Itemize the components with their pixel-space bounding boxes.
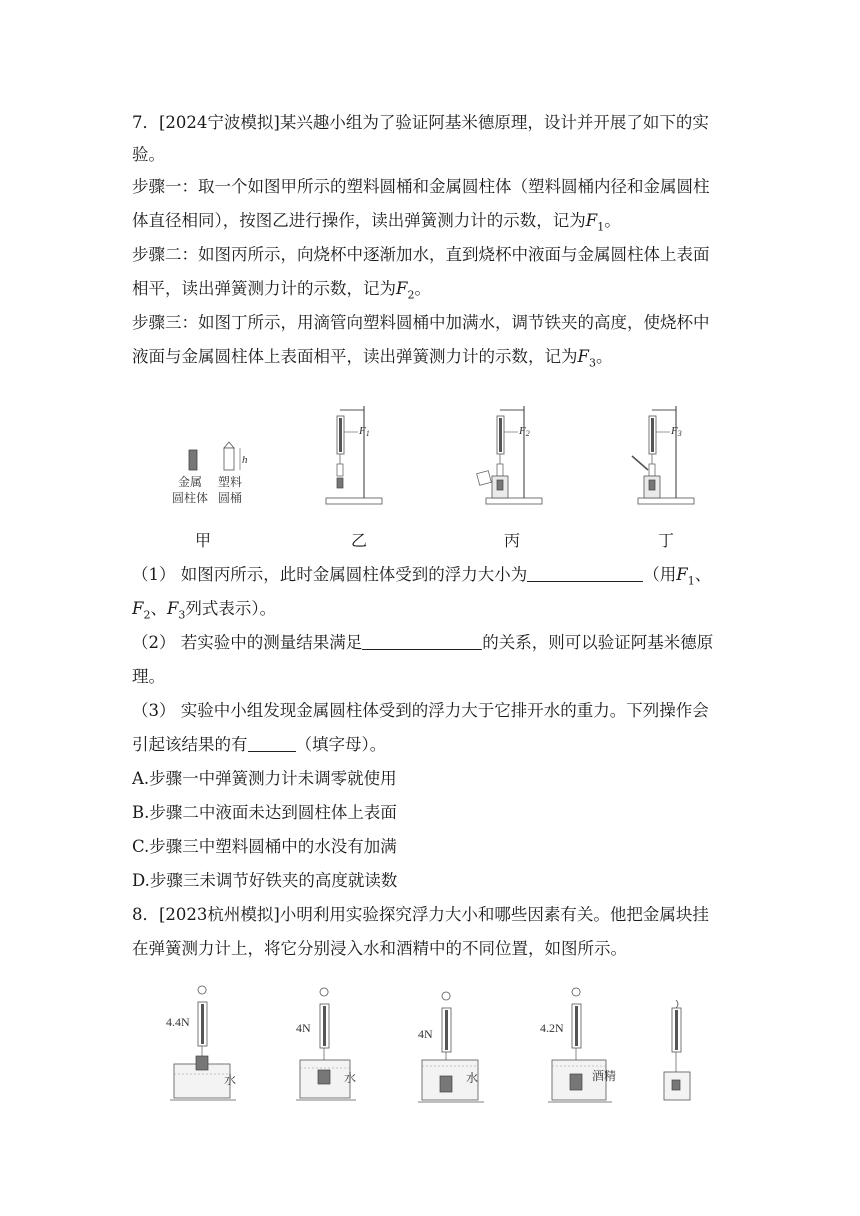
svg-text:F1: F1 — [359, 425, 370, 438]
plastic-label-2: 圆桶 — [218, 491, 243, 505]
q8-intro-line1: 8．[2023杭州模拟]小明利用实验探究浮力大小和哪些因素有关。他把金属块挂 — [132, 905, 709, 924]
q7-subq3-line1: （3） 实验中小组发现金属圆柱体受到的浮力大于它排开水的重力。下列操作会 — [132, 701, 709, 720]
q8-intro-line2: 在弹簧测力计上，将它分别浸入水和酒精中的不同位置，如图所示。 — [132, 939, 627, 958]
metal-block-icon — [440, 1076, 452, 1092]
figure-label-jia: 甲 — [195, 531, 212, 550]
metal-block-icon — [196, 1056, 208, 1070]
option-a: A.步骤一中弹簧测力计未调零就使用 — [132, 769, 397, 788]
option-b: B.步骤二中液面未达到圆柱体上表面 — [132, 803, 397, 822]
q7-step2-line1: 步骤二：如图丙所示，向烧杯中逐渐加水，直到烧杯中液面与金属圆柱体上表面 — [132, 245, 710, 264]
figure-label-yi: 乙 — [351, 531, 368, 550]
q7-step1-line2: 体直径相同），按图乙进行操作，读出弹簧测力计的示数，记为$F_1$。 — [132, 211, 621, 234]
q8-figure-2 — [296, 990, 376, 1110]
q8-figure-4 — [540, 990, 630, 1110]
h-label: h — [242, 454, 248, 466]
q7-subq1-line2: $F_2$、$F_3$列式表示）。 — [132, 599, 277, 622]
q8-figure-1 — [166, 990, 256, 1110]
reading-label: 4N — [296, 1021, 311, 1035]
q7-subq2-line2: 理。 — [132, 667, 165, 686]
q7-step3-line1: 步骤三：如图丁所示，用滴管向塑料圆桶中加满水，调节铁夹的高度，使烧杯中 — [132, 313, 710, 332]
metal-block-icon — [672, 1080, 680, 1090]
reading-label: 4.2N — [540, 1021, 564, 1035]
q7-subq1-line1: （1） 如图丙所示，此时金属圆柱体受到的浮力大小为 （用$F_1$、 — [132, 565, 712, 588]
liquid-label: 酒精 — [592, 1069, 617, 1083]
dropper-icon — [632, 456, 648, 470]
metal-label-2: 圆柱体 — [172, 491, 209, 505]
q7-intro-line1: 7．[2024宁波模拟]某兴趣小组为了验证阿基米德原理，设计并开展了如下的实 — [132, 113, 709, 132]
liquid-label: 水 — [224, 1073, 237, 1087]
figure-ding — [626, 402, 706, 512]
plastic-bucket-icon — [224, 442, 240, 470]
metal-label-1: 金属 — [178, 475, 203, 489]
metal-block-icon — [318, 1070, 330, 1084]
q7-step2-line2: 相平，读出弹簧测力计的示数，记为$F_2$。 — [132, 279, 431, 302]
answer-blank-1[interactable] — [527, 565, 643, 582]
q7-step1-line1: 步骤一：取一个如图甲所示的塑料圆桶和金属圆柱体（塑料圆桶内径和金属圆柱 — [132, 177, 710, 196]
option-c: C.步骤三中塑料圆桶中的水没有加满 — [132, 837, 397, 856]
q7-intro-line2: 验。 — [132, 145, 165, 164]
figure-label-ding: 丁 — [658, 531, 675, 550]
plastic-label-1: 塑料 — [218, 475, 243, 489]
q7-subq2-line1: （2） 若实验中的测量结果满足 的关系，则可以验证阿基米德原 — [132, 633, 714, 652]
figure-label-bing: 丙 — [504, 531, 521, 550]
q8-figure-5 — [660, 998, 700, 1108]
answer-blank-3[interactable] — [248, 735, 296, 752]
metal-cylinder-icon — [189, 450, 197, 470]
liquid-label: 水 — [344, 1071, 357, 1085]
q7-step3-line2: 液面与金属圆柱体上表面相平，读出弹簧测力计的示数，记为$F_3$。 — [132, 347, 613, 370]
svg-text:F2: F2 — [519, 425, 530, 438]
option-d: D.步骤三未调节好铁夹的高度就读数 — [132, 871, 398, 890]
q7-subq3-line2: 引起该结果的有 （填字母）。 — [132, 735, 387, 754]
svg-text:F3: F3 — [671, 425, 682, 438]
figure-jia — [170, 440, 260, 512]
metal-block-icon — [570, 1074, 582, 1090]
reading-label: 4N — [418, 1027, 433, 1041]
liquid-label: 水 — [466, 1071, 479, 1085]
answer-blank-2[interactable] — [362, 633, 482, 650]
figure-yi — [320, 402, 390, 512]
reading-label: 4.4N — [166, 1015, 190, 1029]
q8-figure-3 — [418, 990, 498, 1110]
figure-bing — [470, 402, 550, 512]
